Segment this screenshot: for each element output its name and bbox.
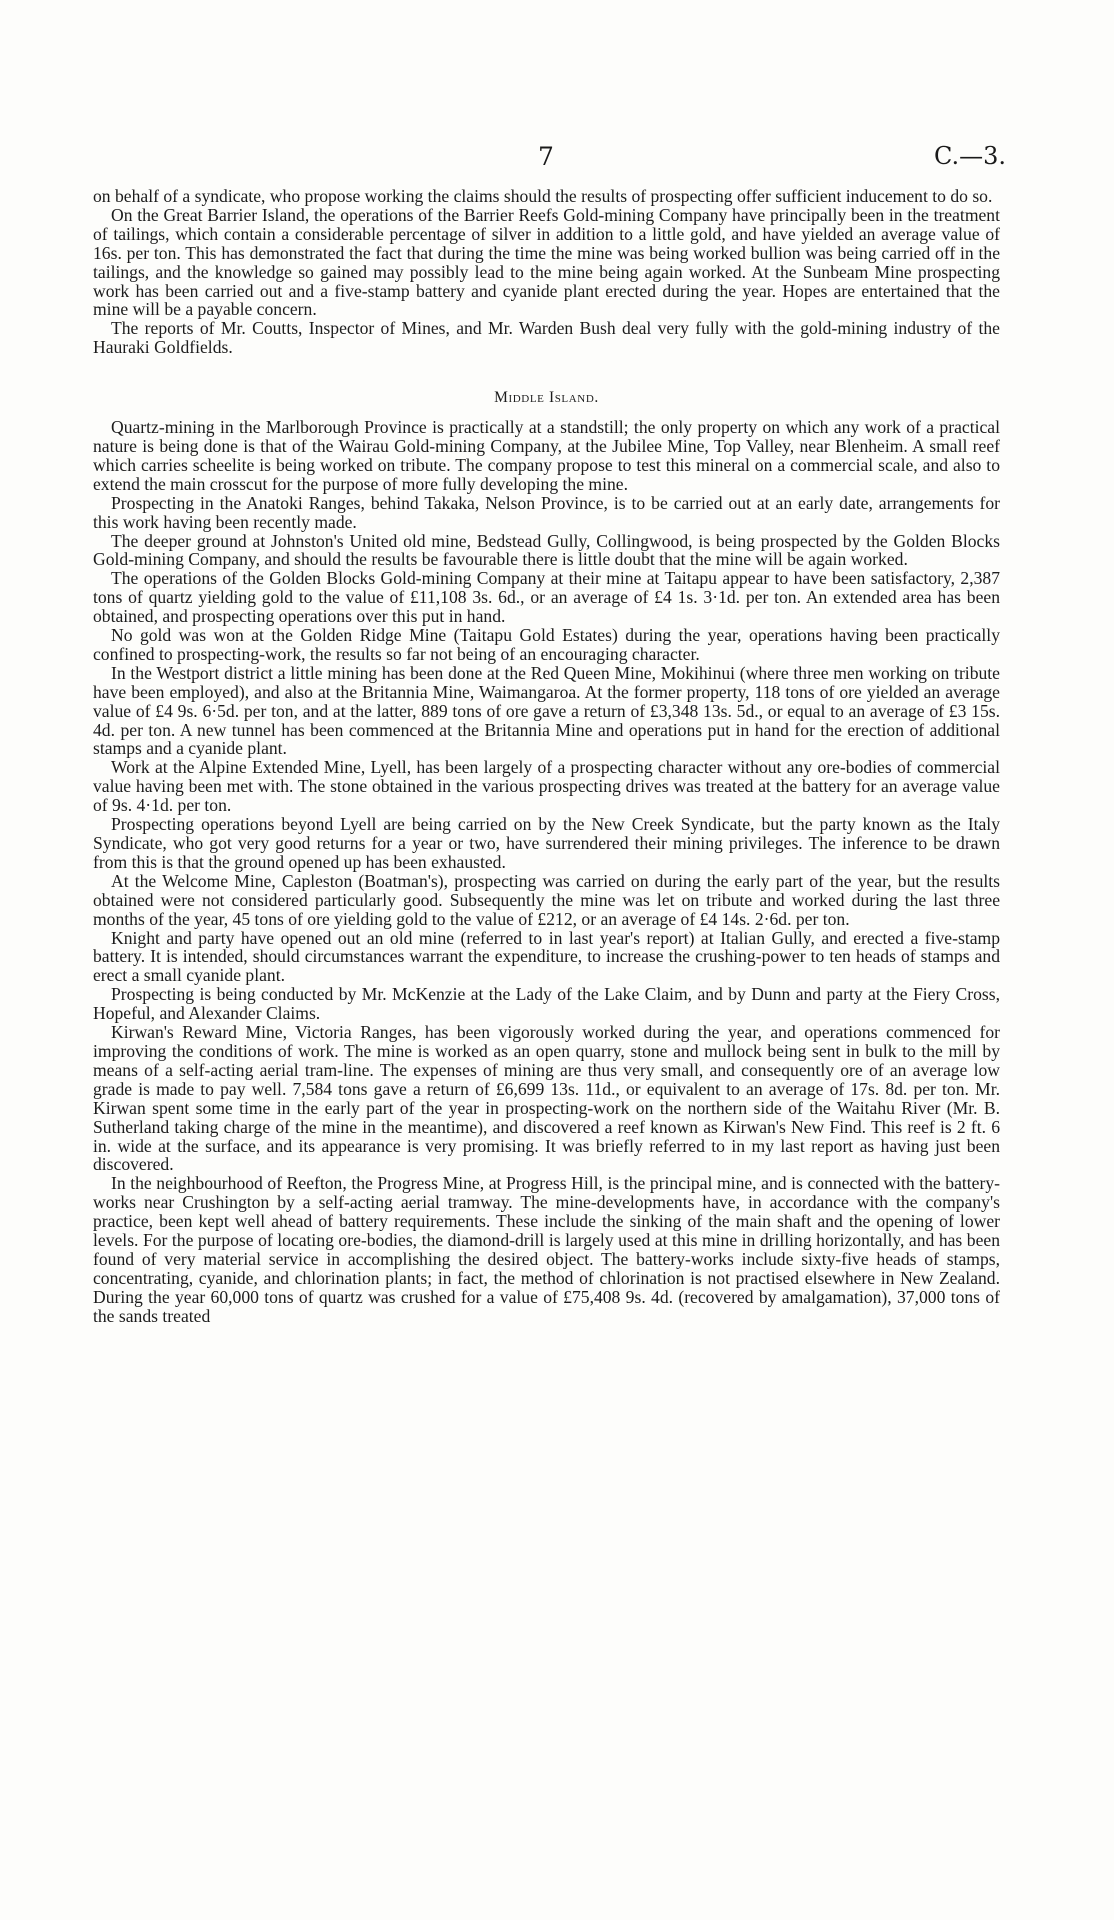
paragraph-continuation: on behalf of a syndicate, who propose working the claims should the results of prospecting offer sufficient inducement to do so. bbox=[93, 186, 993, 206]
paragraph-johnstons-united: The deeper ground at Johnston's United old mine, Bedstead Gully, Collingwood, is being prospected by the Golden Blocks Gold-mining Company, and should the results be favourable there is little doubt that the mine will be again worked. bbox=[93, 530, 1000, 570]
paragraph-lady-of-the-lake: Prospecting is being conducted by Mr. McKenzie at the Lady of the Lake Claim, and by Dunn and party at the Fiery Cross, Hopeful, and Alexander Claims. bbox=[93, 984, 1000, 1024]
paragraph-kirwans-reward: Kirwan's Reward Mine, Victoria Ranges, has been vigorously worked during the year, and operations commenced for improving the conditions of work. The mine is worked as an open quarry, stone and mullock being sent in bulk to the mill by means of a self-acting aerial tram-line. The expenses of mining are thus very small, and consequently ore of an average low grade is made to pay well. 7,584 tons gave a return of £6,699 13s. 11d., or equivalent to an average of 17s. 8d. per ton. Mr. Kirwan spent some time in the early part of the year in prospecting-work on the northern side of the Waitahu River (Mr. B. Sutherland taking charge of the mine in the meantime), and discovered a reef known as Kirwan's New Find. This reef is 2 ft. 6 in. wide at the surface, and its appearance is very promising. It was briefly referred to in my last report as having just been discovered. bbox=[93, 1022, 1000, 1175]
page-header bbox=[0, 142, 1114, 172]
paragraph-welcome-mine: At the Welcome Mine, Capleston (Boatman's), prospecting was carried on during the early part of the year, but the results obtained were not considered particularly good. Subsequently the mine was let on tribute and worked during the last three months of the year, 45 tons of ore yielding gold to the value of £212, or an average of £4 14s. 2·6d. per ton. bbox=[93, 870, 1000, 929]
document-reference: C.—3. bbox=[933, 142, 1006, 170]
paragraph-marlborough: Quartz-mining in the Marlborough Province is practically at a standstill; the only property on which any work of a practical nature is being done is that of the Wairau Gold-mining Company, at the Jubilee Mine, Top Valley, near Blenheim. A small reef which carries scheelite is being worked on tribute. The company propose to test this mineral on a commercial scale, and also to extend the main crosscut for the purpose of more fully developing the mine. bbox=[93, 417, 1000, 494]
paragraph-alpine-extended: Work at the Alpine Extended Mine, Lyell, has been largely of a prospecting character without any ore-bodies of commercial value having been met with. The stone obtained in the various prospecting drives was treated at the battery for an average value of 9s. 4·1d. per ton. bbox=[93, 757, 1000, 816]
paragraph-anatoki-ranges: Prospecting in the Anatoki Ranges, behind Takaka, Nelson Province, is to be carried out at an early date, arrangements for this work having been recently made. bbox=[93, 492, 1000, 532]
page-number: 7 bbox=[538, 142, 554, 171]
paragraph-golden-blocks: The operations of the Golden Blocks Gold-mining Company at their mine at Taitapu appear to have been satisfactory, 2,387 tons of quartz yielding gold to the value of £11,108 3s. 6d., or an average of £4 1s. 3·1d. per ton. An extended area has been obtained, and prospecting operations over this put in hand. bbox=[93, 568, 1000, 627]
paragraph-golden-ridge: No gold was won at the Golden Ridge Mine (Taitapu Gold Estates) during the year, operations having been practically confined to prospecting-work, the results so far not being of an encouraging character. bbox=[93, 625, 1000, 664]
paragraph-westport: In the Westport district a little mining has been done at the Red Queen Mine, Mokihinui (where three men working on tribute have been employed), and also at the Britannia Mine, Waimangaroa. At the former property, 118 tons of ore yielded an average value of £4 9s. 6·5d. per ton, and at the latter, 889 tons of ore gave a return of £3,348 13s. 5d., or equal to an average of £3 15s. 4d. per ton. A new tunnel has been commenced at the Britannia Mine and operations put in hand for the erection of additional stamps and a cyanide plant. bbox=[93, 662, 1000, 759]
section-heading-middle-island: Middle Island. bbox=[494, 389, 599, 407]
paragraph-progress-mine: In the neighbourhood of Reefton, the Progress Mine, at Progress Hill, is the principal mine, and is connected with the battery-works near Crushington by a self-acting aerial tramway. The mine-developments have, in accordance with the company's practice, been kept well ahead of battery requirements. These include the sinking of the main shaft and the opening of lower levels. For the purpose of locating ore-bodies, the diamond-drill is largely used at this mine in drilling horizontally, and has been found of very material service in accomplishing the desired object. The battery-works include sixty-five heads of stamps, concentrating, cyanide, and chlorination plants; in fact, the method of chlorination is not practised elsewhere in New Zealand. During the year 60,000 tons of quartz was crushed for a value of £75,408 9s. 4d. (recovered by amalgamation), 37,000 tons of the sands treated bbox=[93, 1173, 1000, 1326]
paragraph-great-barrier-island: On the Great Barrier Island, the operations of the Barrier Reefs Gold-mining Company have principally been in the treatment of tailings, which contain a considerable percentage of silver in addition to a little gold, and have yielded an average value of 16s. per ton. This has demonstrated the fact that during the time the mine was being worked bullion was being carried off in the tailings, and the knowledge so gained may possibly lead to the mine being again worked. At the Sunbeam Mine prospecting work has been carried out and a five-stamp battery and cyanide plant erected during the year. Hopes are entertained that the mine will be a payable concern. bbox=[93, 204, 1000, 320]
paragraph-hauraki-reports: The reports of Mr. Coutts, Inspector of Mines, and Mr. Warden Bush deal very fully with the gold-mining industry of the Hauraki Goldfields. bbox=[93, 318, 1000, 358]
paragraph-new-creek-syndicate: Prospecting operations beyond Lyell are being carried on by the New Creek Syndicate, but the party known as the Italy Syndicate, who got very good returns for a year or two, have surrendered their mining privileges. The inference to be drawn from this is that the ground opened up has been exhausted. bbox=[93, 814, 1000, 872]
page-content bbox=[93, 187, 1000, 1326]
paragraph-italian-gully: Knight and party have opened out an old mine (referred to in last year's report) at Italian Gully, and erected a five-stamp battery. It is intended, should circumstances warrant the expenditure, to increase the crushing-power to ten heads of stamps and erect a small cyanide plant. bbox=[93, 927, 1000, 986]
